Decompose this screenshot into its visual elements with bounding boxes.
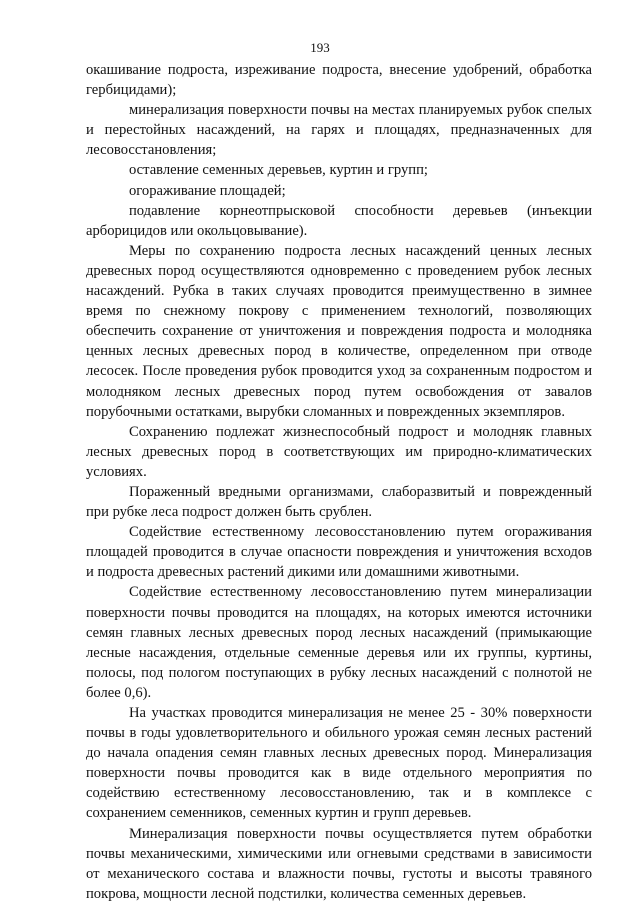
paragraph: На участках проводится минерализация не менее 25 - 30% поверхности почвы в годы удовлетворительного и обильного урожая семян лесных растений до начала опадения семян главных лесных древесных пород. Минерализация поверхности почвы проводится как в виде отдельного мероприятия по содействию естественному лесовосстановлению, так и в комплексе с сохранением семенников, семенных куртин и групп деревьев. — [86, 705, 592, 822]
page-number: 193 — [310, 40, 330, 55]
paragraph: огораживание площадей; — [129, 182, 286, 199]
paragraph: Сохранению подлежат жизнеспособный подрост и молодняк главных лесных древесных пород в соответствующих им природно-климатических условиях. — [86, 423, 592, 480]
paragraph: подавление корнеотпрысковой способности деревьев (инъекции арборицидов или окольцовывание). — [86, 202, 592, 239]
paragraph: Содействие естественному лесовосстановлению путем минерализации поверхности почвы проводится на площадях, на которых имеются источники семян главных лесных древесных пород лесных насаждений (примыкающие лесные насаждения, отдельные семенные деревья или их группы, куртины, полосы, под пологом поступающих в рубку лесных насаждений с полнотой не более 0,6). — [86, 584, 592, 701]
paragraph: Меры по сохранению подроста лесных насаждений ценных лесных древесных пород осуществляются одновременно с проведением рубок лесных насаждений. Рубка в таких случаях проводится преимущественно в зимнее время по снежному покрову с применением технологий, позволяющих обеспечить сохранение от уничтожения и повреждения подроста и молодняка ценных лесных древесных пород в количестве, определенном при отводе лесосек. После проведения рубок проводится уход за сохраненным подростом и молодняком лесных древесных пород путем освобождения от завалов порубочными остатками, вырубки сломанных и поврежденных экземпляров. — [86, 242, 592, 420]
paragraph: Пораженный вредными организмами, слаборазвитый и поврежденный при рубке леса подрост должен быть срублен. — [86, 483, 592, 521]
paragraph-continuation: окашивание подроста, изреживание подроста, внесение удобрений, обработка гербицидами); — [86, 62, 592, 99]
paragraph: Содействие естественному лесовосстановлению путем огораживания площадей проводится в случае опасности повреждения и уничтожения всходов и подроста древесных растений дикими или домашними животными. — [86, 524, 592, 581]
paragraph: оставление семенных деревьев, куртин и групп; — [129, 162, 428, 179]
paragraph: Минерализация поверхности почвы осуществляется путем обработки почвы механическими, химическими или огневыми средствами в зависимости от механического состава и влажности почвы, густоты и высоты травяного покрова, мощности лесной подстилки, количества семенных деревьев. — [86, 825, 592, 902]
paragraph: минерализация поверхности почвы на местах планируемых рубок спелых и перестойных насаждений, на гарях и площадях, предназначенных для лесовосстановления; — [86, 102, 592, 159]
page-body — [86, 60, 592, 904]
